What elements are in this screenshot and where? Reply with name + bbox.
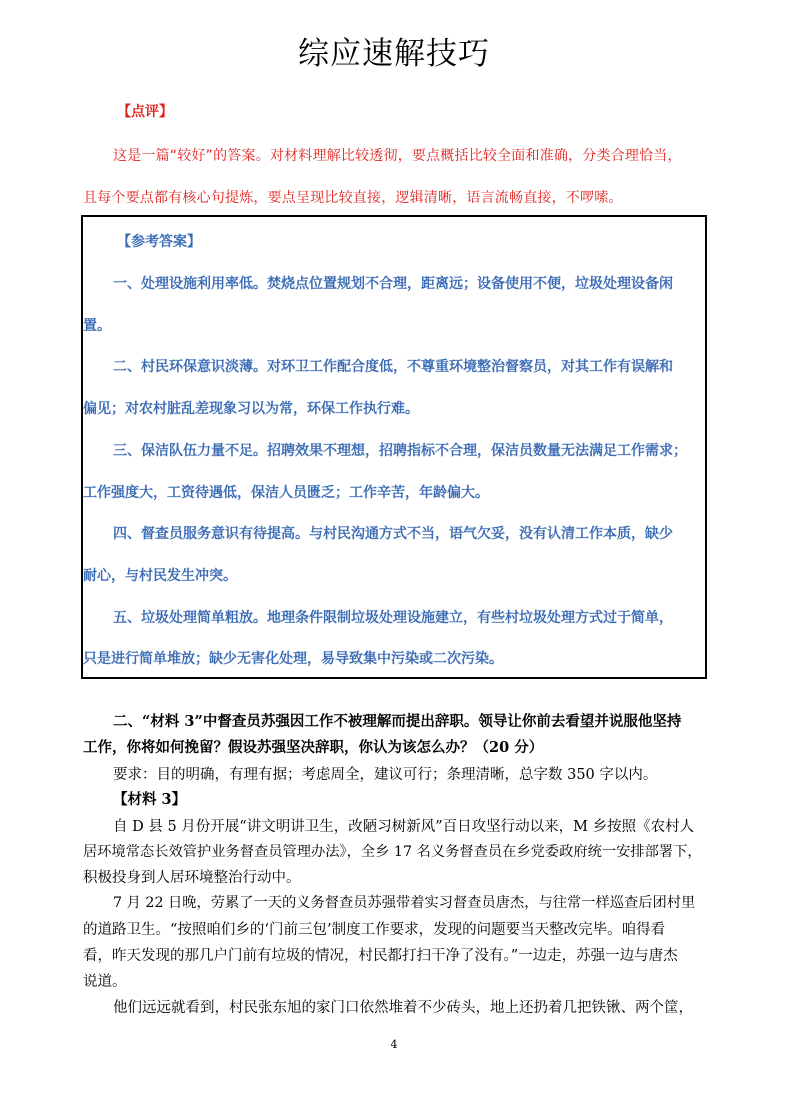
review-heading: 【点评】 (117, 104, 173, 120)
review-line: 且每个要点都有核心句提炼，要点呈现比较直接，逻辑清晰，语言流畅直接，不啰嗦。 (83, 190, 623, 206)
answer-heading: 【参考答案】 (117, 234, 201, 250)
answer-line: 五、垃圾处理简单粗放。地理条件限制垃圾处理设施建立，有些村垃圾处理方式过于简单， (113, 610, 673, 626)
answer-line: 二、村民环保意识淡薄。对环卫工作配合度低，不尊重环境整治督察员，对其工作有误解和 (113, 359, 673, 375)
material-line: 自 D 县 5 月份开展“讲文明讲卫生，改陋习树新风”百日攻坚行动以来，M 乡按照《农村人 (113, 819, 695, 835)
answer-line: 四、督查员服务意识有待提高。与村民沟通方式不当，语气欠妥，没有认清工作本质，缺少 (113, 526, 673, 542)
material-heading: 【材料 3】 (113, 791, 187, 808)
review-line: 这是一篇“较好”的答案。对材料理解比较透彻，要点概括比较全面和准确，分类合理恰当， (113, 148, 682, 164)
question-line: 工作，你将如何挽留？假设苏强坚决辞职，你认为该怎么办？（20 分） (83, 739, 544, 756)
question-line: 二、“材料 3”中督查员苏强因工作不被理解而提出辞职。领导让你前去看望并说服他坚持 (113, 713, 682, 730)
answer-line: 一、处理设施利用率低。焚烧点位置规划不合理，距离远；设备使用不便，垃圾处理设备闲 (113, 276, 673, 292)
material-line: 他们远远就看到，村民张东旭的家门口依然堆着不少砖头，地上还扔着几把铁锹、两个筐， (113, 1000, 693, 1016)
material-line: 7 月 22 日晚，劳累了一天的义务督查员苏强带着实习督查员唐杰，与往常一样巡查后团村里 (113, 895, 696, 911)
page-number: 4 (390, 1038, 398, 1051)
answer-line: 三、保洁队伍力量不足。招聘效果不理想，招聘指标不合理，保洁员数量无法满足工作需求； (113, 443, 687, 459)
question-requirement: 要求：目的明确，有理有据；考虑周全，建议可行；条理清晰，总字数 350 字以内。 (113, 767, 658, 783)
material-line: 居环境常态长效管护业务督查员管理办法》，全乡 17 名义务督查员在乡党委政府统一安排部署下， (83, 844, 702, 860)
material-line: 说道。 (83, 974, 127, 990)
page-title: 综应速解技巧 (298, 36, 490, 72)
material-line: 看，昨天发现的那几户门前有垃圾的情况，村民都打扫干净了没有。”一边走，苏强一边与唐杰 (83, 948, 678, 964)
answer-line: 只是进行简单堆放；缺少无害化处理，易导致集中污染或二次污染。 (83, 651, 503, 667)
answer-line: 偏见；对农村脏乱差现象习以为常，环保工作执行难。 (83, 401, 419, 417)
answer-line: 耐心，与村民发生冲突。 (83, 568, 237, 584)
answer-line: 工作强度大，工资待遇低，保洁人员匮乏；工作辛苦，年龄偏大。 (83, 485, 489, 501)
material-line: 积极投身到人居环境整治行动中。 (83, 870, 301, 886)
answer-line: 置。 (83, 318, 111, 334)
material-line: 的道路卫生。“按照咱们乡的‘门前三包’制度工作要求，发现的问题要当天整改完毕。咱得看 (83, 922, 666, 938)
